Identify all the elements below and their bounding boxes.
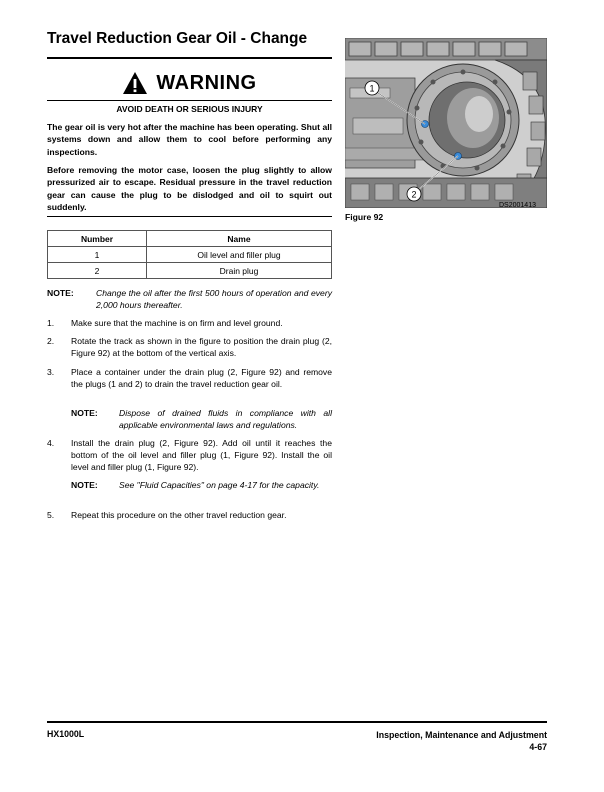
step-text: Place a container under the drain plug (2, Figure 92) and remove the plugs (1 and 2) to drain the travel reduction gear oil. <box>71 367 332 390</box>
table-header-row <box>48 231 332 247</box>
warning-paragraph: Before removing the motor case, loosen the plug slightly to allow pressurized air to escape. Residual pressure in the travel reduction gear can cause the plug to be dislodged and oil to squirt out suddenly. <box>47 165 332 213</box>
footer-section-title: Inspection, Maintenance and Adjustment <box>376 730 547 740</box>
note-text: Dispose of drained fluids in compliance with all applicable environmental laws and regulations. <box>119 408 332 431</box>
warning-header <box>47 68 332 98</box>
table-cell: Oil level and filler plug <box>147 247 332 263</box>
travel-gear-illustration <box>345 38 547 208</box>
list-item <box>47 509 332 521</box>
step-text: Install the drain plug (2, Figure 92). Add oil until it reaches the bottom of the oil level and filler plug (1, Figure 92). Install the oil level and filler plug (1, Figure 92). <box>71 438 332 473</box>
step-text: Repeat this procedure on the other travel reduction gear. <box>71 510 287 520</box>
column-header: Number <box>48 231 147 247</box>
figure-photo <box>345 38 547 208</box>
table-cell: 2 <box>48 263 147 279</box>
note-disposal <box>71 407 332 431</box>
callout-2-label: 2 <box>411 189 417 200</box>
table-row <box>48 263 332 279</box>
step-text: Rotate the track as shown in the figure to position the drain plug (2, Figure 92) at the bottom of the vertical axis. <box>71 336 332 359</box>
note-oil-interval <box>47 287 332 311</box>
warning-paragraph: The gear oil is very hot after the machine has been operating. Shut all systems down and allow them to cool before performing any inspections. <box>47 122 332 157</box>
step-number: 4. <box>47 438 55 448</box>
step-text: Make sure that the machine is on firm and level ground. <box>71 318 283 328</box>
column-header: Name <box>147 231 332 247</box>
figure-code: DS2001413 <box>499 202 536 209</box>
footer-divider <box>47 721 547 723</box>
title-divider <box>47 57 332 59</box>
warning-divider <box>47 100 332 101</box>
note-text: Change the oil after the first 500 hours of operation and every 2,000 hours thereafter. <box>96 288 332 311</box>
parts-table <box>47 230 332 279</box>
callout-1-label: 1 <box>369 83 375 94</box>
list-item <box>47 335 332 359</box>
step-number: 5. <box>47 510 55 520</box>
note-label: NOTE: <box>47 288 74 298</box>
list-item <box>47 437 332 474</box>
figure-caption: Figure 92 <box>345 212 384 222</box>
list-item <box>47 317 332 329</box>
note-label: NOTE: <box>71 408 98 418</box>
list-item <box>47 366 332 390</box>
table-row <box>48 247 332 263</box>
warning-end-divider <box>47 216 332 217</box>
step-number: 3. <box>47 367 55 377</box>
step-number: 2. <box>47 336 55 346</box>
table-cell: 1 <box>48 247 147 263</box>
warning-triangle-icon <box>122 71 148 95</box>
note-text: See "Fluid Capacities" on page 4-17 for the capacity. <box>119 480 320 490</box>
note-label: NOTE: <box>71 480 98 490</box>
page-number: 4-67 <box>529 742 547 752</box>
note-capacity <box>71 479 332 491</box>
warning-subheading: AVOID DEATH OR SERIOUS INJURY <box>116 104 263 114</box>
footer-model: HX1000L <box>47 729 85 739</box>
table-cell: Drain plug <box>147 263 332 279</box>
step-number: 1. <box>47 318 55 328</box>
warning-heading: WARNING <box>156 71 257 94</box>
footer-section <box>376 729 547 753</box>
page-title: Travel Reduction Gear Oil - Change <box>47 30 308 47</box>
